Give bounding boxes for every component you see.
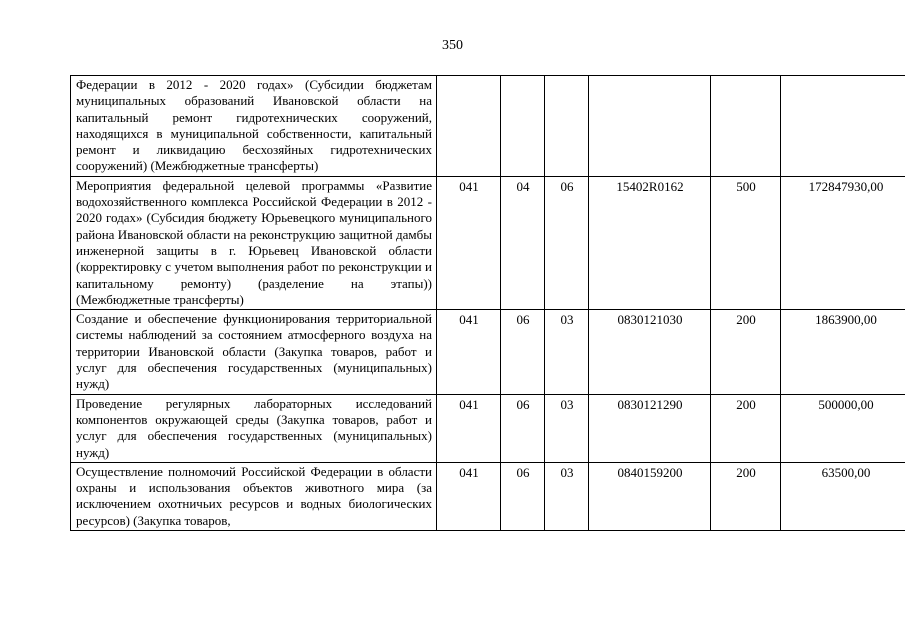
section-code: 06: [501, 394, 545, 462]
subsection-code: [545, 76, 589, 177]
amount-value: 172847930,00: [781, 176, 905, 309]
amount-value: 500000,00: [781, 394, 905, 462]
budget-table: [70, 75, 905, 531]
row-description: Проведение регулярных лабораторных исследований компонентов окружающей среды (Закупка товаров, работ и услуг для обеспечения государственных (муниципальных) нужд): [71, 394, 437, 462]
target-article-code: 0830121030: [589, 310, 711, 394]
table-row: [71, 394, 905, 462]
row-description: Федерации в 2012 - 2020 годах» (Субсидии бюджетам муниципальных образований Ивановской области на капитальный ремонт гидротехнических сооружений, находящихся в муниципальной собственности, капитальный ремонт и ликвидацию бесхозяйных гидротехнических сооружений) (Межбюджетные трансферты): [71, 76, 437, 177]
table-row: [71, 310, 905, 394]
expense-type-code: 200: [711, 310, 781, 394]
ministry-code: 041: [437, 310, 501, 394]
target-article-code: 15402R0162: [589, 176, 711, 309]
row-description: Мероприятия федеральной целевой программы «Развитие водохозяйственного комплекса Российской Федерации в 2012 - 2020 годах» (Субсидия бюджету Юрьевецкого муниципального района Ивановской области на реконструкцию защитной дамбы инженерной защиты в г. Юрьевец Ивановской области (корректировку с учетом выполнения работ по реконструкции и капитальному ремонту) (разделение на этапы)) (Межбюджетные трансферты): [71, 176, 437, 309]
target-article-code: [589, 76, 711, 177]
ministry-code: [437, 76, 501, 177]
subsection-code: 03: [545, 394, 589, 462]
page-number: 350: [442, 38, 463, 53]
expense-type-code: [711, 76, 781, 177]
expense-type-code: 500: [711, 176, 781, 309]
expense-type-code: 200: [711, 394, 781, 462]
subsection-code: 03: [545, 462, 589, 530]
subsection-code: 06: [545, 176, 589, 309]
row-description: Осуществление полномочий Российской Федерации в области охраны и использования объектов животного мира (за исключением охотничьих ресурсов и водных биологических ресурсов) (Закупка товаров,: [71, 462, 437, 530]
table-row: [71, 76, 905, 177]
ministry-code: 041: [437, 462, 501, 530]
amount-value: [781, 76, 905, 177]
section-code: 06: [501, 462, 545, 530]
section-code: 04: [501, 176, 545, 309]
expense-type-code: 200: [711, 462, 781, 530]
table-row: [71, 462, 905, 530]
ministry-code: 041: [437, 176, 501, 309]
target-article-code: 0830121290: [589, 394, 711, 462]
section-code: [501, 76, 545, 177]
ministry-code: 041: [437, 394, 501, 462]
amount-value: 63500,00: [781, 462, 905, 530]
subsection-code: 03: [545, 310, 589, 394]
target-article-code: 0840159200: [589, 462, 711, 530]
row-description: Создание и обеспечение функционирования территориальной системы наблюдений за состоянием атмосферного воздуха на территории Ивановской области (Закупка товаров, работ и услуг для обеспечения государственных (муниципальных) нужд): [71, 310, 437, 394]
table-row: [71, 176, 905, 309]
amount-value: 1863900,00: [781, 310, 905, 394]
section-code: 06: [501, 310, 545, 394]
